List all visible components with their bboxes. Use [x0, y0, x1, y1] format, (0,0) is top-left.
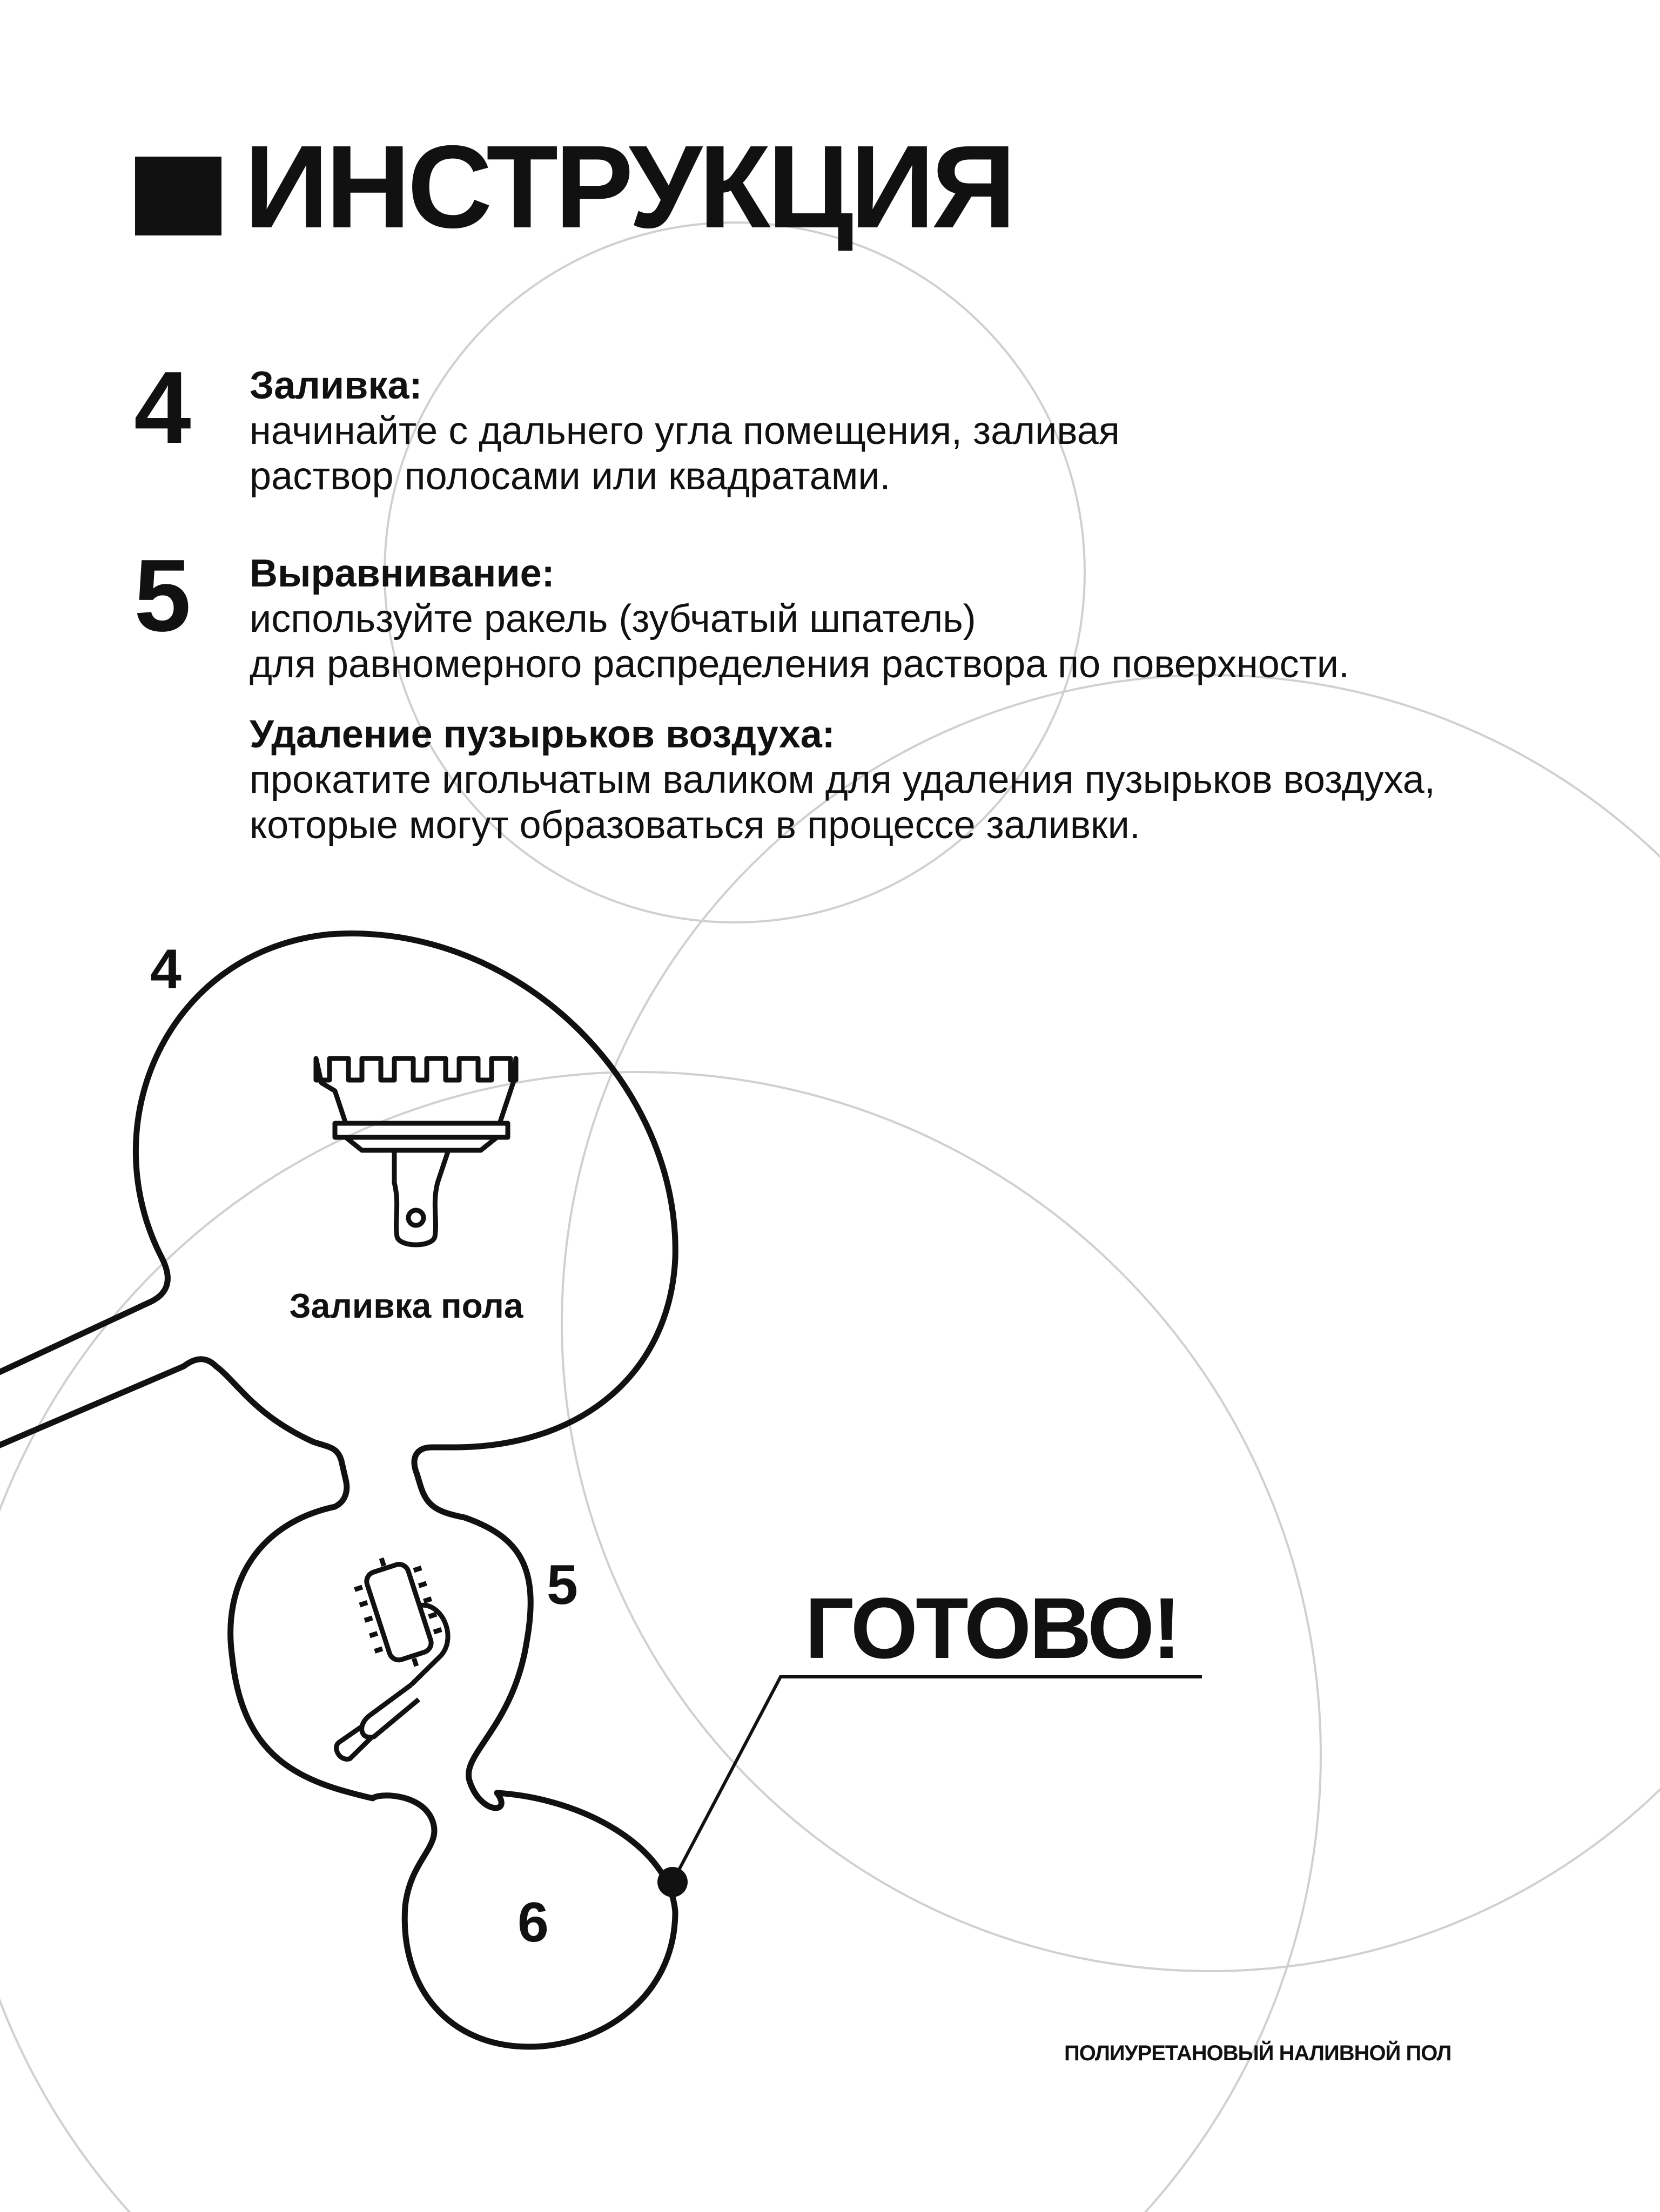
footer-product-name: ПОЛИУРЕТАНОВЫЙ НАЛИВНОЙ ПОЛ — [1064, 2041, 1451, 2065]
done-connector-line — [673, 1677, 1202, 1882]
step-4-number: 4 — [134, 350, 191, 465]
step-5-line: для равномерного распределения раствора по поверхности. — [250, 643, 1349, 686]
stage-4-caption: Заливка пола — [289, 1286, 523, 1325]
step-4-line: начинайте с дальнего угла помещения, заливая — [250, 409, 1120, 453]
step-5-sub-line: прокатите игольчатым валиком для удаления пузырьков воздуха, — [250, 758, 1435, 801]
step-5-text — [250, 551, 1349, 687]
stage-5-number: 5 — [547, 1554, 578, 1616]
notched-trowel-icon — [316, 1058, 516, 1245]
step-5-sub-text — [250, 712, 1435, 848]
decorative-circles — [0, 222, 1660, 2212]
stage-6-number: 6 — [518, 1891, 549, 1954]
title-square-bullet — [135, 157, 221, 235]
step-5-sub-line: которые могут образоваться в процессе заливки. — [250, 804, 1140, 847]
step-4-label: Заливка: — [250, 364, 422, 407]
stage-4-number: 4 — [150, 938, 182, 1001]
done-connector-dot — [657, 1867, 688, 1897]
step-5-sub-label: Удаление пузырьков воздуха: — [250, 713, 835, 756]
step-4-line: раствор полосами или квадратами. — [250, 455, 891, 498]
page-title: ИНСТРУКЦИЯ — [244, 122, 1013, 253]
step-5-label: Выравнивание: — [250, 552, 555, 595]
done-label: ГОТОВО! — [805, 1580, 1179, 1676]
spiked-roller-icon — [285, 1546, 476, 1762]
step-4-text — [250, 363, 1120, 499]
step-5-number: 5 — [134, 538, 191, 653]
step-5-line: используйте ракель (зубчатый шпатель) — [250, 597, 976, 640]
